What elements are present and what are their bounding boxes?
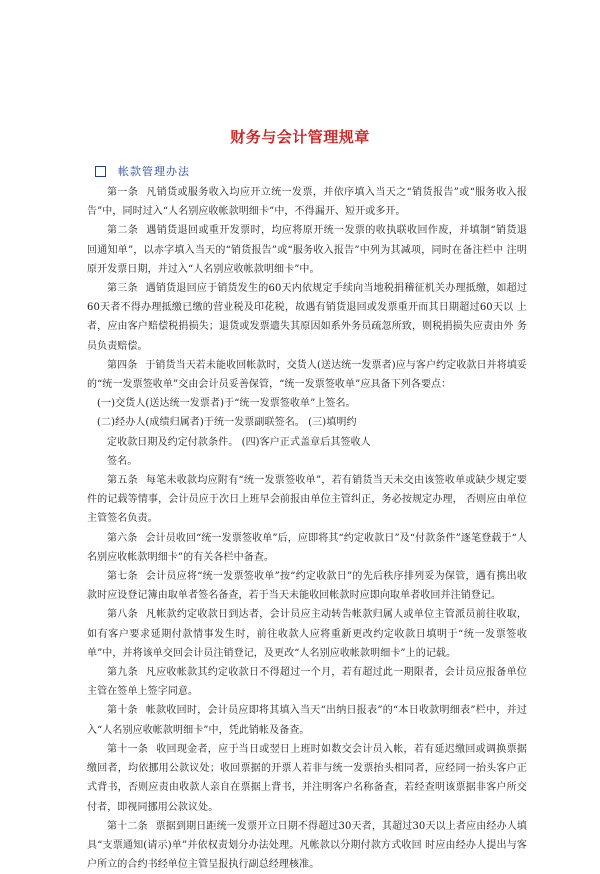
- section-heading-label: 帐款管理办法: [118, 165, 190, 178]
- article-text: 帐款收回时，会计员应即将其填入当天“出纳日报表”的“本日收款明细表”栏中，并过入“人名别应收帐款明细卡”中，凭此销帐及备查。: [87, 705, 527, 736]
- article-label: 第八条: [107, 609, 138, 621]
- article-label: 第七条: [107, 571, 138, 583]
- article-4-item-1: (一)交货人(送达统一发票者)于“统一发票签收单”上签名。: [97, 398, 356, 410]
- article-4-item-3: 定收款日期及约定付款条件。 (四)客户正式盖章后其签收人: [107, 436, 371, 448]
- section-heading: [95, 163, 190, 179]
- article-label: 第十条: [107, 705, 138, 717]
- article-label: 第四条: [107, 359, 138, 371]
- article-text: 凡帐款约定收款日到达者，会计员应主动转告帐款归属人或单位主管派员前往收取，如有客户要求延期付款情事发生时，前往收款人应将重新更改约定收款日填明于“统一发票签收单”中，并将该单交回会计员注销登记，及更改“人名别应收帐款明细卡”上的记载。: [87, 609, 527, 659]
- article-label: 第一条: [107, 187, 139, 198]
- article-2: [87, 221, 527, 279]
- checkbox-icon: [95, 166, 106, 177]
- article-text: 每笔未收款均应附有“统一发票签收单”，若有销货当天未交由该签收单或缺少规定要件的记载等情事，会计员应于次日上班早会前报由单位主管纠正，务必按规定办理， 否则应由单位主管签名负责。: [87, 475, 527, 525]
- article-text: 收回现金者，应于当日或翌日上班时如数交会计员入帐，若有延迟缴回或调换票据 缴回者，均依挪用公款议处；收回票据的开票人若非与统一发票抬头相同者，应经同一抬头客户正 式背书，否则应责由收款人亲自在票据上背书，并注明客户名称备查，若经查明该票据非客户所交 付者，即视同挪用公款议处。: [87, 743, 527, 813]
- article-10: [87, 701, 527, 739]
- article-11: [87, 740, 527, 817]
- article-label: 第十二条: [107, 820, 148, 832]
- article-text: 会计员应将“统一发票签收单”按“约定收款日”的先后秩序排列妥为保管，遇有携出收款时应设登记簿由取单者签名备查，若于当天未能收回帐款时应即向取单者收回并注销登记。: [87, 571, 527, 602]
- article-9: [87, 663, 527, 701]
- article-text: 会计员收回“统一发票签收单”后，应即将其“约定收款日”及“付款条件”逐笔登载于“人名别应收帐款明细卡”的有关各栏中备查。: [87, 532, 527, 563]
- article-label: 第九条: [107, 667, 138, 679]
- article-text: 遇销货退回或重开发票时，均应将原开统一发票的收执联收回作废，并填制“销货退 回通知单”，以赤字填入当天的“销货报告”或“服务收入报告”中列为其减项，同时在备注栏中 注明原开发票日期，并过入“人名别应收帐款明细卡”中。: [87, 225, 527, 275]
- article-5: [87, 471, 527, 529]
- article-6: [87, 529, 527, 567]
- article-text: 遇销货退回应于销货发生的60天内依规定手续向当地税捐稽征机关办理抵缴，如超过60天者不得办理抵缴已缴的营业税及印花税，故遇有销货退回或发票重开而其日期超过60天以 上者，应由客户赔偿税捐损失；退货或发票遗失其原因如系外务员疏忽所致，则税捐损失应责由外 务员负责赔偿。: [87, 283, 527, 352]
- article-text: 于销货当天若未能收回帐款时，交货人(送达统一发票者)应与客户约定收款日并将填妥的“统一发票签收单”交由会计员妥善保管，“统一发票签收单”应具备下列各要点：: [87, 359, 528, 391]
- article-8: [87, 605, 527, 663]
- article-4-item-2: (二)经办人(成绩归属者)于统一发票副联签名。 (三)填明约: [97, 417, 357, 429]
- article-4: [87, 356, 527, 394]
- article-12: [87, 817, 527, 874]
- article-text: 票据到期日距统一发票开立日期不得超过30天者，其超过30天以上者应由经办人填具“支票通知(请示)单”并依权责划分办法处理。凡帐款以分期付款方式收回 时应由经办人提出与客户所立的合约书经单位主管呈报执行副总经理核准。: [87, 820, 527, 871]
- article-4-item-4: 签名。: [107, 455, 138, 467]
- article-3: [87, 279, 527, 356]
- article-7: [87, 567, 527, 605]
- article-label: 第六条: [107, 532, 138, 544]
- page-title: 财务与会计管理规章: [230, 128, 370, 146]
- article-1: [87, 183, 527, 221]
- article-label: 第三条: [107, 283, 138, 295]
- article-label: 第二条: [107, 225, 139, 237]
- article-text: 凡应收帐款其约定收款日不得超过一个月，若有超过此一期限者，会计员应报备单位主管在签单上签字同意。: [87, 667, 527, 698]
- article-text: 凡销货或服务收入均应开立统一发票，并依序填入当天之“销货报告”或“服务收入报告”中，同时过入“人名别应收帐款明细卡”中，不得漏开、短开或多开。: [87, 187, 527, 218]
- article-label: 第十一条: [107, 743, 149, 755]
- document-body: [87, 183, 527, 874]
- article-label: 第五条: [107, 475, 138, 487]
